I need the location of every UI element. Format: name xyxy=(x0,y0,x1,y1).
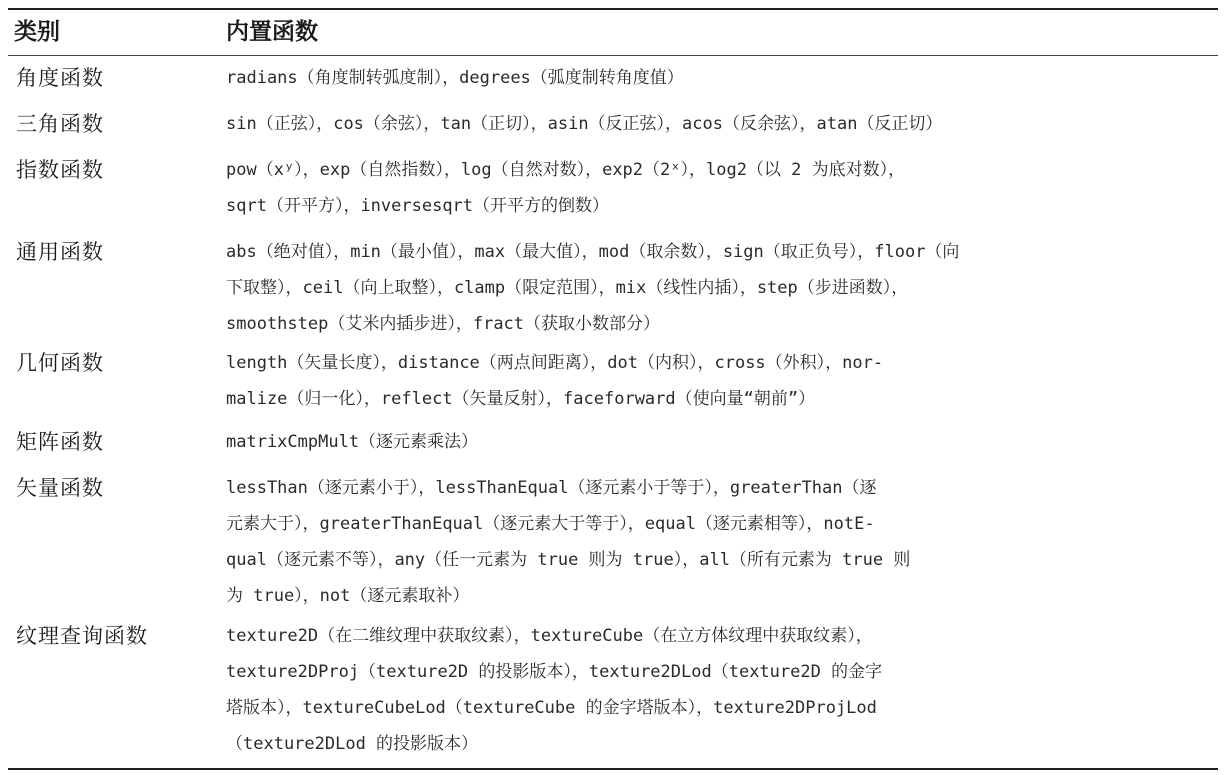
table-top-rule xyxy=(8,8,1218,10)
row-functions-line: sqrt（开平方），inversesqrt（开平方的倒数） xyxy=(226,196,610,216)
row-functions-line: 元素大于），greaterThanEqual（逐元素大于等于），equal（逐元素相等），notE- xyxy=(226,514,875,534)
row-functions-line: radians（角度制转弧度制），degrees（弧度制转角度值） xyxy=(226,68,684,88)
row-category: 指数函数 xyxy=(16,158,104,182)
row-category: 角度函数 xyxy=(16,66,104,90)
row-functions xyxy=(226,470,1216,614)
row-category: 几何函数 xyxy=(16,351,104,375)
row-category: 纹理查询函数 xyxy=(16,624,148,648)
row-category: 三角函数 xyxy=(16,112,104,136)
row-functions-line: lessThan（逐元素小于），lessThanEqual（逐元素小于等于），greaterThan（逐 xyxy=(226,478,877,498)
row-functions-line: 塔版本），textureCubeLod（textureCube 的金字塔版本），texture2DProjLod xyxy=(226,698,877,718)
row-functions-line: malize（归一化），reflect（矢量反射），faceforward（使向量“朝前”） xyxy=(226,389,816,409)
header-functions: 内置函数 xyxy=(226,19,318,45)
row-category: 矢量函数 xyxy=(16,476,104,500)
row-functions-line: texture2DProj（texture2D 的投影版本），texture2DLod（texture2D 的金字 xyxy=(226,662,883,682)
header-category: 类别 xyxy=(14,19,60,45)
row-functions-line: matrixCmpMult（逐元素乘法） xyxy=(226,432,479,452)
row-category: 通用函数 xyxy=(16,240,104,264)
row-functions xyxy=(226,618,1216,762)
row-functions-line: texture2D（在二维纹理中获取纹素），textureCube（在立方体纹理中获取纹素）， xyxy=(226,626,873,646)
row-functions-line: qual（逐元素不等），any（任一元素为 true 则为 true），all（所有元素为 true 则 xyxy=(226,550,911,570)
row-functions xyxy=(226,234,1216,342)
row-functions-line: pow（xʸ），exp（自然指数），log（自然对数），exp2（2ˣ），log2（以 2 为底对数）， xyxy=(226,160,906,180)
row-category: 矩阵函数 xyxy=(16,430,104,454)
row-functions-line: （texture2DLod 的投影版本） xyxy=(226,734,479,754)
row-functions-line: length（矢量长度），distance（两点间距离），dot（内积），cross（外积），nor- xyxy=(226,353,884,373)
header-rule xyxy=(8,55,1218,56)
row-functions-line: sin（正弦），cos（余弦），tan（正切），asin（反正弦），acos（反余弦），atan（反正切） xyxy=(226,114,943,134)
row-functions-line: 下取整），ceil（向上取整），clamp（限定范围），mix（线性内插），step（步进函数）， xyxy=(226,278,909,298)
row-functions xyxy=(226,106,1216,142)
row-functions xyxy=(226,424,1216,460)
table-bottom-rule xyxy=(8,768,1218,770)
row-functions-line: abs（绝对值），min（最小值），max（最大值），mod（取余数），sign（取正负号），floor（向 xyxy=(226,242,960,262)
row-functions-line: smoothstep（艾米内插步进），fract（获取小数部分） xyxy=(226,314,661,334)
row-functions xyxy=(226,60,1216,96)
row-functions-line: 为 true），not（逐元素取补） xyxy=(226,586,470,606)
row-functions xyxy=(226,345,1216,417)
row-functions xyxy=(226,152,1216,224)
